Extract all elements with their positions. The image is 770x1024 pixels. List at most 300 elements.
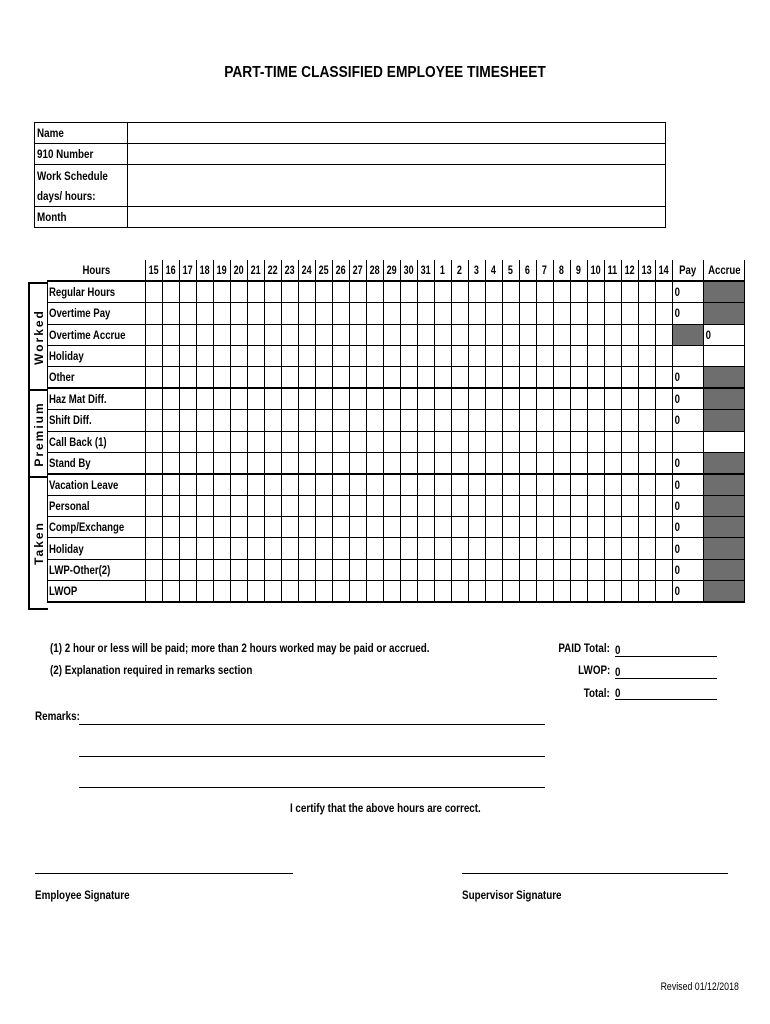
hours-cell[interactable] [451, 303, 468, 324]
hours-cell[interactable] [553, 281, 570, 303]
hours-cell[interactable] [587, 580, 604, 602]
hours-cell[interactable] [621, 366, 638, 388]
hours-cell[interactable] [502, 559, 519, 580]
hours-cell[interactable] [638, 559, 655, 580]
hours-cell[interactable] [400, 388, 417, 410]
hours-cell[interactable] [400, 517, 417, 538]
hours-cell[interactable] [349, 366, 366, 388]
hours-cell[interactable] [417, 388, 434, 410]
hours-cell[interactable] [417, 366, 434, 388]
hours-cell[interactable] [451, 281, 468, 303]
hours-cell[interactable] [162, 281, 179, 303]
hours-cell[interactable] [587, 538, 604, 559]
hours-cell[interactable] [213, 345, 230, 366]
hours-cell[interactable] [247, 496, 264, 517]
hours-cell[interactable] [247, 324, 264, 345]
hours-cell[interactable] [604, 452, 621, 474]
hours-cell[interactable] [536, 496, 553, 517]
remarks-line-2[interactable] [79, 742, 545, 757]
hours-cell[interactable] [349, 496, 366, 517]
hours-cell[interactable] [383, 281, 400, 303]
hours-cell[interactable] [383, 366, 400, 388]
hours-cell[interactable] [621, 431, 638, 452]
hours-cell[interactable] [536, 303, 553, 324]
hours-cell[interactable] [179, 517, 196, 538]
hours-cell[interactable] [468, 366, 485, 388]
hours-cell[interactable] [400, 580, 417, 602]
hours-cell[interactable] [553, 474, 570, 496]
hours-cell[interactable] [536, 538, 553, 559]
hours-cell[interactable] [417, 559, 434, 580]
hours-cell[interactable] [162, 410, 179, 431]
hours-cell[interactable] [247, 580, 264, 602]
hours-cell[interactable] [383, 538, 400, 559]
hours-cell[interactable] [315, 324, 332, 345]
hours-cell[interactable] [417, 431, 434, 452]
hours-cell[interactable] [655, 496, 672, 517]
hours-cell[interactable] [553, 345, 570, 366]
hours-cell[interactable] [570, 517, 587, 538]
hours-cell[interactable] [213, 517, 230, 538]
hours-cell[interactable] [655, 559, 672, 580]
hours-cell[interactable] [451, 580, 468, 602]
hours-cell[interactable] [553, 538, 570, 559]
hours-cell[interactable] [196, 559, 213, 580]
hours-cell[interactable] [655, 388, 672, 410]
hours-cell[interactable] [332, 410, 349, 431]
hours-cell[interactable] [434, 388, 451, 410]
hours-cell[interactable] [332, 388, 349, 410]
name-field[interactable] [128, 123, 666, 144]
hours-cell[interactable] [485, 345, 502, 366]
hours-cell[interactable] [638, 345, 655, 366]
hours-cell[interactable] [349, 474, 366, 496]
hours-cell[interactable] [468, 388, 485, 410]
hours-cell[interactable] [570, 496, 587, 517]
hours-cell[interactable] [502, 431, 519, 452]
hours-cell[interactable] [281, 303, 298, 324]
hours-cell[interactable] [570, 580, 587, 602]
hours-cell[interactable] [145, 538, 162, 559]
hours-cell[interactable] [655, 303, 672, 324]
hours-cell[interactable] [366, 580, 383, 602]
hours-cell[interactable] [366, 559, 383, 580]
hours-cell[interactable] [434, 366, 451, 388]
hours-cell[interactable] [638, 580, 655, 602]
hours-cell[interactable] [264, 580, 281, 602]
hours-cell[interactable] [247, 388, 264, 410]
hours-cell[interactable] [162, 324, 179, 345]
hours-cell[interactable] [247, 303, 264, 324]
hours-cell[interactable] [315, 517, 332, 538]
hours-cell[interactable] [179, 496, 196, 517]
hours-cell[interactable] [145, 281, 162, 303]
hours-cell[interactable] [213, 452, 230, 474]
hours-cell[interactable] [315, 431, 332, 452]
hours-cell[interactable] [366, 281, 383, 303]
hours-cell[interactable] [570, 474, 587, 496]
hours-cell[interactable] [400, 366, 417, 388]
hours-cell[interactable] [451, 452, 468, 474]
hours-cell[interactable] [638, 517, 655, 538]
hours-cell[interactable] [638, 303, 655, 324]
hours-cell[interactable] [298, 474, 315, 496]
hours-cell[interactable] [230, 324, 247, 345]
hours-cell[interactable] [247, 410, 264, 431]
hours-cell[interactable] [485, 303, 502, 324]
hours-cell[interactable] [468, 496, 485, 517]
hours-cell[interactable] [230, 410, 247, 431]
hours-cell[interactable] [264, 410, 281, 431]
hours-cell[interactable] [383, 559, 400, 580]
hours-cell[interactable] [230, 281, 247, 303]
hours-cell[interactable] [621, 324, 638, 345]
hours-cell[interactable] [162, 452, 179, 474]
hours-cell[interactable] [145, 452, 162, 474]
hours-cell[interactable] [145, 366, 162, 388]
hours-cell[interactable] [553, 496, 570, 517]
hours-cell[interactable] [366, 324, 383, 345]
hours-cell[interactable] [468, 410, 485, 431]
hours-cell[interactable] [332, 474, 349, 496]
hours-cell[interactable] [145, 580, 162, 602]
hours-cell[interactable] [281, 452, 298, 474]
hours-cell[interactable] [451, 496, 468, 517]
hours-cell[interactable] [298, 496, 315, 517]
hours-cell[interactable] [213, 388, 230, 410]
hours-cell[interactable] [383, 517, 400, 538]
hours-cell[interactable] [400, 410, 417, 431]
hours-cell[interactable] [400, 474, 417, 496]
month-field[interactable] [128, 207, 666, 228]
hours-cell[interactable] [247, 538, 264, 559]
hours-cell[interactable] [570, 452, 587, 474]
hours-cell[interactable] [587, 559, 604, 580]
hours-cell[interactable] [468, 538, 485, 559]
hours-cell[interactable] [230, 559, 247, 580]
hours-cell[interactable] [485, 410, 502, 431]
hours-cell[interactable] [638, 538, 655, 559]
hours-cell[interactable] [349, 580, 366, 602]
hours-cell[interactable] [196, 281, 213, 303]
hours-cell[interactable] [485, 474, 502, 496]
hours-cell[interactable] [264, 303, 281, 324]
hours-cell[interactable] [570, 431, 587, 452]
hours-cell[interactable] [553, 303, 570, 324]
hours-cell[interactable] [434, 324, 451, 345]
hours-cell[interactable] [196, 366, 213, 388]
hours-cell[interactable] [485, 324, 502, 345]
hours-cell[interactable] [655, 345, 672, 366]
hours-cell[interactable] [196, 538, 213, 559]
hours-cell[interactable] [213, 431, 230, 452]
hours-cell[interactable] [570, 366, 587, 388]
hours-cell[interactable] [400, 559, 417, 580]
hours-cell[interactable] [519, 580, 536, 602]
hours-cell[interactable] [621, 452, 638, 474]
hours-cell[interactable] [315, 474, 332, 496]
hours-cell[interactable] [247, 452, 264, 474]
hours-cell[interactable] [417, 517, 434, 538]
hours-cell[interactable] [145, 474, 162, 496]
hours-cell[interactable] [332, 281, 349, 303]
lwop-field[interactable] [615, 663, 717, 679]
hours-cell[interactable] [553, 580, 570, 602]
hours-cell[interactable] [536, 366, 553, 388]
hours-cell[interactable] [400, 303, 417, 324]
hours-cell[interactable] [485, 366, 502, 388]
hours-cell[interactable] [553, 452, 570, 474]
hours-cell[interactable] [366, 345, 383, 366]
hours-cell[interactable] [315, 452, 332, 474]
hours-cell[interactable] [230, 517, 247, 538]
hours-cell[interactable] [298, 431, 315, 452]
hours-cell[interactable] [196, 388, 213, 410]
hours-cell[interactable] [196, 324, 213, 345]
hours-cell[interactable] [383, 345, 400, 366]
hours-cell[interactable] [196, 345, 213, 366]
hours-cell[interactable] [298, 538, 315, 559]
hours-cell[interactable] [655, 410, 672, 431]
hours-cell[interactable] [179, 452, 196, 474]
hours-cell[interactable] [451, 410, 468, 431]
hours-cell[interactable] [655, 431, 672, 452]
hours-cell[interactable] [230, 431, 247, 452]
hours-cell[interactable] [349, 388, 366, 410]
hours-cell[interactable] [434, 281, 451, 303]
hours-cell[interactable] [434, 345, 451, 366]
hours-cell[interactable] [162, 559, 179, 580]
hours-cell[interactable] [315, 410, 332, 431]
hours-cell[interactable] [383, 410, 400, 431]
hours-cell[interactable] [587, 452, 604, 474]
hours-cell[interactable] [247, 281, 264, 303]
hours-cell[interactable] [315, 345, 332, 366]
hours-cell[interactable] [162, 388, 179, 410]
hours-cell[interactable] [485, 559, 502, 580]
hours-cell[interactable] [621, 474, 638, 496]
hours-cell[interactable] [519, 431, 536, 452]
hours-cell[interactable] [145, 410, 162, 431]
hours-cell[interactable] [587, 345, 604, 366]
hours-cell[interactable] [621, 410, 638, 431]
hours-cell[interactable] [264, 496, 281, 517]
hours-cell[interactable] [196, 452, 213, 474]
hours-cell[interactable] [604, 559, 621, 580]
hours-cell[interactable] [536, 388, 553, 410]
hours-cell[interactable] [485, 388, 502, 410]
hours-cell[interactable] [655, 517, 672, 538]
hours-cell[interactable] [230, 345, 247, 366]
hours-cell[interactable] [400, 496, 417, 517]
hours-cell[interactable] [434, 410, 451, 431]
hours-cell[interactable] [604, 431, 621, 452]
hours-cell[interactable] [298, 366, 315, 388]
hours-cell[interactable] [332, 496, 349, 517]
hours-cell[interactable] [315, 388, 332, 410]
hours-cell[interactable] [383, 431, 400, 452]
hours-cell[interactable] [638, 431, 655, 452]
hours-cell[interactable] [162, 580, 179, 602]
hours-cell[interactable] [247, 431, 264, 452]
hours-cell[interactable] [383, 324, 400, 345]
hours-cell[interactable] [366, 303, 383, 324]
hours-cell[interactable] [570, 559, 587, 580]
hours-cell[interactable] [366, 431, 383, 452]
hours-cell[interactable] [179, 474, 196, 496]
hours-cell[interactable] [281, 366, 298, 388]
hours-cell[interactable] [145, 324, 162, 345]
hours-cell[interactable] [553, 388, 570, 410]
hours-cell[interactable] [451, 366, 468, 388]
hours-cell[interactable] [417, 281, 434, 303]
hours-cell[interactable] [230, 538, 247, 559]
hours-cell[interactable] [434, 559, 451, 580]
hours-cell[interactable] [400, 431, 417, 452]
hours-cell[interactable] [638, 452, 655, 474]
hours-cell[interactable] [162, 474, 179, 496]
hours-cell[interactable] [145, 303, 162, 324]
hours-cell[interactable] [587, 366, 604, 388]
hours-cell[interactable] [451, 517, 468, 538]
hours-cell[interactable] [179, 580, 196, 602]
hours-cell[interactable] [298, 303, 315, 324]
hours-cell[interactable] [502, 388, 519, 410]
hours-cell[interactable] [213, 496, 230, 517]
hours-cell[interactable] [281, 345, 298, 366]
hours-cell[interactable] [604, 496, 621, 517]
hours-cell[interactable] [519, 324, 536, 345]
hours-cell[interactable] [179, 345, 196, 366]
hours-cell[interactable] [536, 452, 553, 474]
hours-cell[interactable] [621, 345, 638, 366]
hours-cell[interactable] [638, 410, 655, 431]
hours-cell[interactable] [536, 517, 553, 538]
hours-cell[interactable] [162, 303, 179, 324]
hours-cell[interactable] [604, 388, 621, 410]
hours-cell[interactable] [332, 366, 349, 388]
hours-cell[interactable] [179, 281, 196, 303]
paid-total-field[interactable] [615, 641, 717, 657]
hours-cell[interactable] [230, 496, 247, 517]
hours-cell[interactable] [621, 517, 638, 538]
hours-cell[interactable] [332, 345, 349, 366]
hours-cell[interactable] [570, 303, 587, 324]
hours-cell[interactable] [145, 496, 162, 517]
hours-cell[interactable] [162, 366, 179, 388]
hours-cell[interactable] [655, 538, 672, 559]
hours-cell[interactable] [417, 474, 434, 496]
hours-cell[interactable] [264, 324, 281, 345]
hours-cell[interactable] [383, 388, 400, 410]
hours-cell[interactable] [281, 281, 298, 303]
hours-cell[interactable] [213, 281, 230, 303]
hours-cell[interactable] [553, 559, 570, 580]
hours-cell[interactable] [417, 580, 434, 602]
hours-cell[interactable] [638, 324, 655, 345]
hours-cell[interactable] [264, 559, 281, 580]
hours-cell[interactable] [315, 281, 332, 303]
hours-cell[interactable] [281, 410, 298, 431]
hours-cell[interactable] [179, 410, 196, 431]
hours-cell[interactable] [332, 431, 349, 452]
hours-cell[interactable] [468, 452, 485, 474]
hours-cell[interactable] [349, 559, 366, 580]
hours-cell[interactable] [196, 410, 213, 431]
hours-cell[interactable] [536, 431, 553, 452]
hours-cell[interactable] [570, 345, 587, 366]
hours-cell[interactable] [332, 538, 349, 559]
hours-cell[interactable] [519, 517, 536, 538]
hours-cell[interactable] [145, 345, 162, 366]
hours-cell[interactable] [400, 538, 417, 559]
hours-cell[interactable] [604, 580, 621, 602]
hours-cell[interactable] [434, 431, 451, 452]
hours-cell[interactable] [604, 517, 621, 538]
hours-cell[interactable] [468, 303, 485, 324]
hours-cell[interactable] [570, 281, 587, 303]
hours-cell[interactable] [468, 345, 485, 366]
hours-cell[interactable] [196, 431, 213, 452]
hours-cell[interactable] [502, 324, 519, 345]
hours-cell[interactable] [298, 410, 315, 431]
hours-cell[interactable] [451, 388, 468, 410]
hours-cell[interactable] [536, 281, 553, 303]
hours-cell[interactable] [604, 345, 621, 366]
hours-cell[interactable] [298, 281, 315, 303]
hours-cell[interactable] [655, 366, 672, 388]
hours-cell[interactable] [485, 431, 502, 452]
hours-cell[interactable] [536, 559, 553, 580]
hours-cell[interactable] [349, 452, 366, 474]
hours-cell[interactable] [298, 452, 315, 474]
hours-cell[interactable] [434, 474, 451, 496]
hours-cell[interactable] [281, 431, 298, 452]
hours-cell[interactable] [230, 474, 247, 496]
hours-cell[interactable] [332, 517, 349, 538]
hours-cell[interactable] [145, 559, 162, 580]
hours-cell[interactable] [213, 324, 230, 345]
hours-cell[interactable] [366, 452, 383, 474]
hours-cell[interactable] [621, 388, 638, 410]
hours-cell[interactable] [434, 452, 451, 474]
hours-cell[interactable] [264, 281, 281, 303]
hours-cell[interactable] [468, 431, 485, 452]
hours-cell[interactable] [349, 517, 366, 538]
hours-cell[interactable] [587, 410, 604, 431]
hours-cell[interactable] [553, 410, 570, 431]
hours-cell[interactable] [655, 580, 672, 602]
hours-cell[interactable] [179, 324, 196, 345]
hours-cell[interactable] [621, 580, 638, 602]
hours-cell[interactable] [315, 366, 332, 388]
hours-cell[interactable] [383, 303, 400, 324]
hours-cell[interactable] [638, 388, 655, 410]
hours-cell[interactable] [587, 496, 604, 517]
hours-cell[interactable] [655, 474, 672, 496]
hours-cell[interactable] [196, 580, 213, 602]
hours-cell[interactable] [587, 474, 604, 496]
hours-cell[interactable] [485, 538, 502, 559]
hours-cell[interactable] [621, 538, 638, 559]
hours-cell[interactable] [536, 580, 553, 602]
hours-cell[interactable] [519, 366, 536, 388]
hours-cell[interactable] [485, 496, 502, 517]
hours-cell[interactable] [179, 303, 196, 324]
hours-cell[interactable] [417, 303, 434, 324]
hours-cell[interactable] [604, 366, 621, 388]
hours-cell[interactable] [366, 410, 383, 431]
